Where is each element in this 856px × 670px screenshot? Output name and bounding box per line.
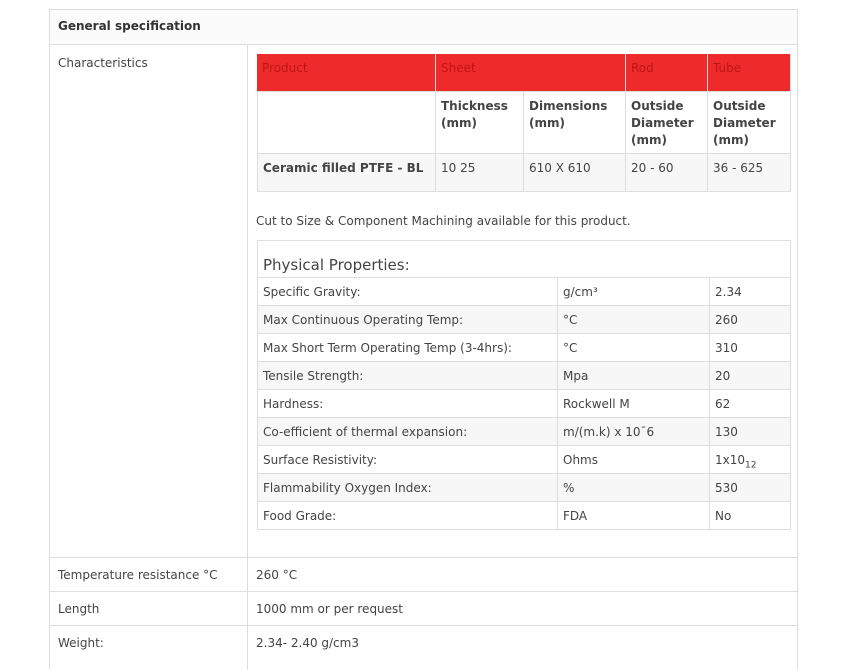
property-name: Max Continuous Operating Temp: [263,313,464,327]
cell-divider [709,278,710,306]
cell-divider [709,474,710,502]
product-name: Ceramic filled PTFE - BL [257,154,436,192]
property-value [715,341,738,355]
subheader-empty [257,92,436,154]
property-name: Max Short Term Operating Temp (3-4hrs): [263,341,512,355]
product-table [257,54,791,192]
property-name: Specific Gravity: [263,285,361,299]
property-value-subscript: 12 [745,460,757,471]
cell-divider [709,418,710,446]
property-name: Hardness: [263,397,324,411]
spec-title: General specification [58,19,201,33]
property-unit: °C [563,341,578,355]
cell-divider [709,362,710,390]
property-unit: °C [563,313,578,327]
cell-divider [557,446,558,474]
cell-divider [709,446,710,474]
spec-value-temperature: 260 °C [256,568,298,582]
product-tube-od: 36 - 625 [708,154,791,192]
property-value-text: 1x10 [715,453,746,467]
property-row [258,501,790,530]
subheader-rod-od: Outside Diameter (mm) [626,92,708,154]
property-unit: m/(m.k) x 10¯6 [563,425,655,439]
product-thickness: 10 25 [436,154,524,192]
property-name: Flammability Oxygen Index: [263,481,432,495]
property-value-text: 130 [715,425,738,439]
property-name: Surface Resistivity: [263,453,377,467]
cell-divider [709,306,710,334]
property-row [258,305,790,334]
property-value [715,397,730,411]
cell-divider [557,334,558,362]
property-name: Co-efficient of thermal expansion: [263,425,468,439]
header-rod: Rod [626,54,708,92]
spec-value-weight: 2.34- 2.40 g/cm3 [256,636,359,650]
spec-label-temperature: Temperature resistance °C [58,568,218,582]
cell-divider [557,306,558,334]
property-row [258,277,790,306]
property-unit: % [563,481,575,495]
physical-properties-table [257,240,791,530]
property-unit: g/cm³ [563,285,598,299]
property-value-text: 2.34 [715,285,742,299]
cell-divider [709,390,710,418]
property-unit: Ohms [563,453,598,467]
property-value [715,313,738,327]
property-value [715,285,742,299]
property-value-text: 310 [715,341,738,355]
header-tube: Tube [708,54,791,92]
property-value [715,369,730,383]
spec-label-length: Length [58,602,100,616]
row-divider [50,591,797,592]
product-rod-od: 20 - 60 [626,154,708,192]
cell-divider [557,390,558,418]
cell-divider [557,502,558,530]
property-value [715,481,738,495]
row-divider [50,557,797,558]
subheader-tube-od: Outside Diameter (mm) [708,92,791,154]
column-divider [247,45,248,670]
property-unit: Mpa [563,369,589,383]
cell-divider [557,362,558,390]
property-row [258,417,790,446]
property-value-text: No [715,509,732,523]
spec-value-length: 1000 mm or per request [256,602,403,616]
spec-label-weight: Weight: [58,636,104,650]
general-spec-table [49,9,798,669]
cell-divider [709,334,710,362]
cell-divider [709,502,710,530]
cell-divider [557,418,558,446]
property-name: Tensile Strength: [263,369,364,383]
product-dimensions: 610 X 610 [524,154,626,192]
cut-to-size-note: Cut to Size & Component Machining available for this product. [256,214,631,228]
property-unit: Rockwell M [563,397,630,411]
property-value-text: 260 [715,313,738,327]
property-value [715,425,738,439]
property-row [258,445,790,474]
property-value [715,453,756,470]
property-row [258,473,790,502]
physical-properties-title: Physical Properties: [263,256,410,274]
property-row [258,361,790,390]
characteristics-label: Characteristics [58,56,148,70]
cell-divider [557,474,558,502]
cell-divider [557,278,558,306]
spec-header [50,10,797,45]
property-value-text: 530 [715,481,738,495]
header-product: Product [257,54,436,92]
property-row [258,333,790,362]
subheader-dimensions: Dimensions (mm) [524,92,626,154]
property-value-text: 62 [715,397,731,411]
property-row [258,389,790,418]
property-value [715,509,731,523]
header-sheet: Sheet [436,54,626,92]
subheader-thickness: Thickness (mm) [436,92,524,154]
property-unit: FDA [563,509,588,523]
property-name: Food Grade: [263,509,337,523]
row-divider [50,625,797,626]
property-value-text: 20 [715,369,731,383]
